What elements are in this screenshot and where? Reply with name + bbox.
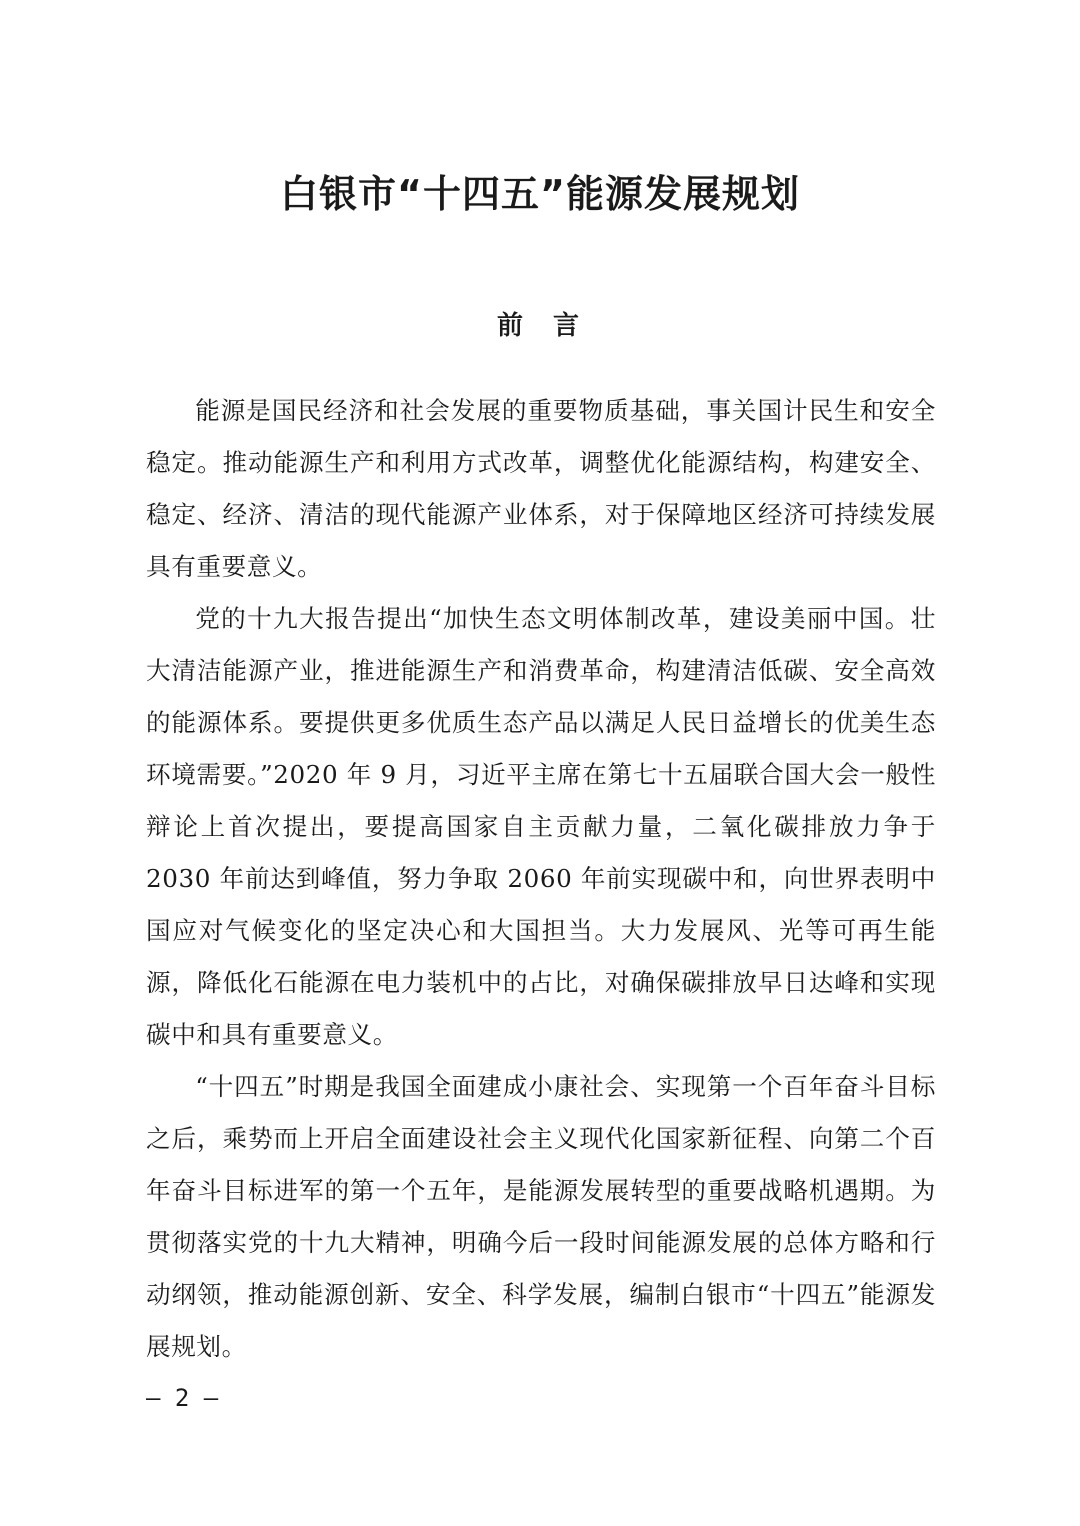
- page-title: 白银市“十四五”能源发展规划: [280, 172, 800, 216]
- paragraph-3: “十四五”时期是我国全面建成小康社会、实现第一个百年奋斗目标之后，乘势而上开启全面建设社会主义现代化国家新征程、向第二个百年奋斗目标进军的第一个五年，是能源发展转型的重要战略机遇期。为贯彻落实党的十九大精神，明确今后一段时间能源发展的总体方略和行动纲领，推动能源创新、安全、科学发展，编制白银市“十四五”能源发展规划。: [146, 1072, 936, 1361]
- preface-body: [146, 385, 936, 1373]
- section-heading-preface: [0, 306, 1080, 346]
- section-heading-char-2: 言: [553, 311, 584, 341]
- paragraph-2: 党的十九大报告提出“加快生态文明体制改革，建设美丽中国。壮大清洁能源产业，推进能源生产和消费革命，构建清洁低碳、安全高效的能源体系。要提供更多优质生态产品以满足人民日益增长的优美生态环境需要。”2020 年 9 月，习近平主席在第七十五届联合国大会一般性辩论上首次提出，要提高国家自主贡献力量，二氧化碳排放力争于 2030 年前达到峰值，努力争取 2060 年前实现碳中和，向世界表明中国应对气候变化的坚定决心和大国担当。大力发展风、光等可再生能源，降低化石能源在电力装机中的占比，对确保碳排放早日达峰和实现碳中和具有重要意义。: [146, 604, 936, 1049]
- page-number: – 2 –: [146, 1384, 219, 1412]
- paragraph-1: 能源是国民经济和社会发展的重要物质基础，事关国计民生和安全稳定。推动能源生产和利用方式改革，调整优化能源结构，构建安全、稳定、经济、清洁的现代能源产业体系，对于保障地区经济可持续发展具有重要意义。: [146, 396, 936, 581]
- section-heading-char-1: 前: [496, 311, 527, 341]
